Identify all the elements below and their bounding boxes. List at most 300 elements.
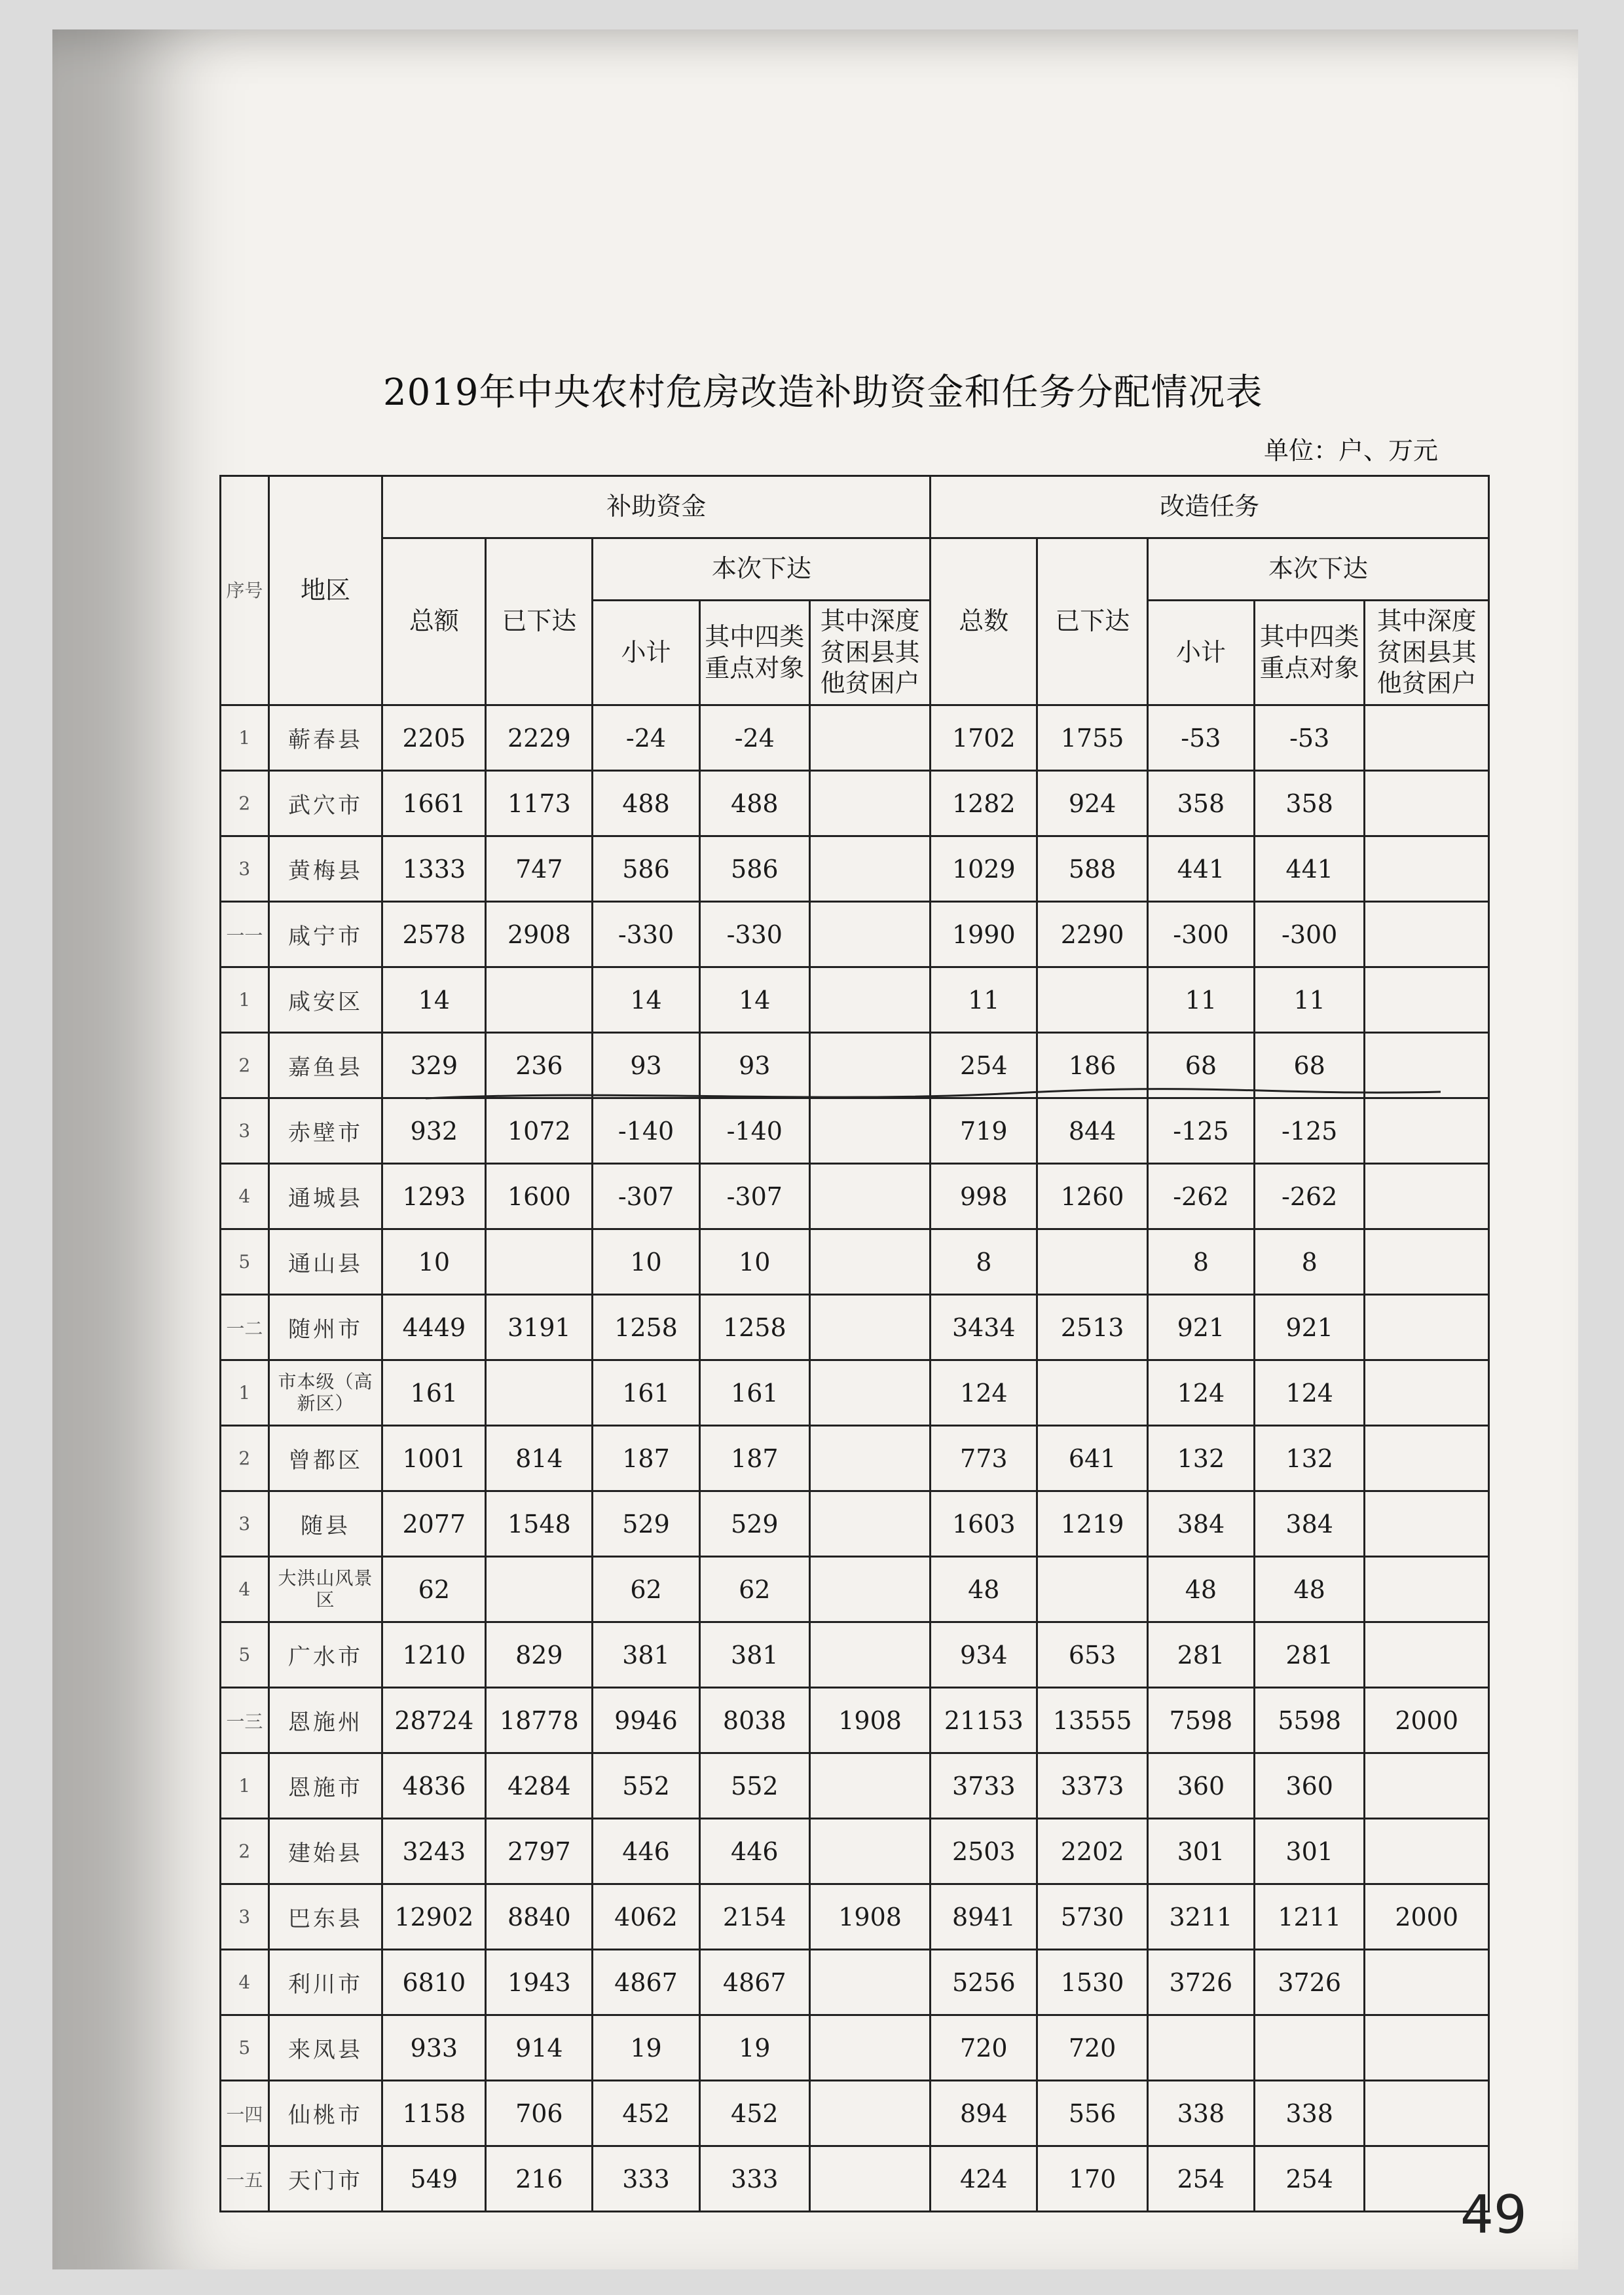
table-cell: 161 — [699, 1360, 809, 1426]
table-cell: 586 — [593, 836, 699, 902]
table-cell: 4867 — [593, 1950, 699, 2015]
table-cell: 68 — [1147, 1033, 1254, 1098]
table-cell: 187 — [593, 1426, 699, 1491]
row-seq: 一五 — [221, 2146, 269, 2212]
table-cell: 19 — [593, 2015, 699, 2081]
table-cell — [1365, 1229, 1489, 1295]
table-cell: 358 — [1254, 771, 1364, 836]
table-cell — [486, 1360, 593, 1426]
table-cell — [810, 1557, 931, 1622]
row-seq: 3 — [221, 836, 269, 902]
table-cell: 2513 — [1037, 1295, 1147, 1360]
table-cell: 1548 — [486, 1491, 593, 1557]
table-cell: 1908 — [810, 1884, 931, 1950]
table-cell: 6810 — [382, 1950, 486, 2015]
table-cell: 552 — [593, 1753, 699, 1819]
header-deep-poverty-tasks: 其中深度贫困县其他贫困户 — [1365, 601, 1489, 705]
table-row — [221, 1360, 1489, 1426]
table-cell: 3373 — [1037, 1753, 1147, 1819]
table-cell — [810, 836, 931, 902]
table-cell: 998 — [931, 1164, 1037, 1229]
row-seq: 5 — [221, 1622, 269, 1688]
table-cell — [1037, 1229, 1147, 1295]
table-cell: -24 — [593, 705, 699, 771]
row-seq: 5 — [221, 2015, 269, 2081]
table-cell: 747 — [486, 836, 593, 902]
table-row — [221, 2015, 1489, 2081]
table-cell: 132 — [1147, 1426, 1254, 1491]
table-cell: -140 — [593, 1098, 699, 1164]
table-cell: 48 — [931, 1557, 1037, 1622]
table-cell: 446 — [699, 1819, 809, 1884]
table-cell: 18778 — [486, 1688, 593, 1753]
table-cell — [1037, 967, 1147, 1033]
table-row — [221, 1819, 1489, 1884]
row-region: 武穴市 — [268, 771, 382, 836]
header-four-types: 其中四类重点对象 — [699, 601, 809, 705]
table-cell — [1365, 1557, 1489, 1622]
table-cell: 488 — [699, 771, 809, 836]
table-cell: 5730 — [1037, 1884, 1147, 1950]
row-region: 随县 — [268, 1491, 382, 1557]
table-cell: 924 — [1037, 771, 1147, 836]
table-cell: 301 — [1147, 1819, 1254, 1884]
table-cell: 62 — [699, 1557, 809, 1622]
table-cell: 48 — [1254, 1557, 1364, 1622]
table-cell — [1365, 2081, 1489, 2146]
table-cell: -125 — [1147, 1098, 1254, 1164]
table-cell — [1037, 1557, 1147, 1622]
table-cell: 1072 — [486, 1098, 593, 1164]
table-cell — [1365, 2015, 1489, 2081]
table-cell — [1365, 1950, 1489, 2015]
table-row — [221, 771, 1489, 836]
table-row — [221, 1164, 1489, 1229]
table-cell — [810, 1622, 931, 1688]
row-region: 恩施市 — [268, 1753, 382, 1819]
table-cell: 586 — [699, 836, 809, 902]
table-cell: 358 — [1147, 771, 1254, 836]
table-cell — [810, 2081, 931, 2146]
row-seq: 3 — [221, 1098, 269, 1164]
table-cell: 254 — [1254, 2146, 1364, 2212]
table-row — [221, 2146, 1489, 2212]
row-seq: 2 — [221, 1033, 269, 1098]
table-cell: 424 — [931, 2146, 1037, 2212]
table-row — [221, 1229, 1489, 1295]
row-region: 大洪山风景区 — [268, 1557, 382, 1622]
table-cell: 187 — [699, 1426, 809, 1491]
table-cell: 2000 — [1365, 1884, 1489, 1950]
row-seq: 一三 — [221, 1688, 269, 1753]
row-seq: 3 — [221, 1491, 269, 1557]
table-cell: 384 — [1147, 1491, 1254, 1557]
table-row — [221, 1622, 1489, 1688]
table-cell: 488 — [593, 771, 699, 836]
table-cell: 921 — [1147, 1295, 1254, 1360]
table-cell: 329 — [382, 1033, 486, 1098]
row-region: 市本级（高新区） — [268, 1360, 382, 1426]
table-cell: 93 — [699, 1033, 809, 1098]
table-cell: 1990 — [931, 902, 1037, 967]
table-cell — [810, 1360, 931, 1426]
table-cell: 254 — [931, 1033, 1037, 1098]
table-cell: 21153 — [931, 1688, 1037, 1753]
table-row — [221, 902, 1489, 967]
table-cell: 5256 — [931, 1950, 1037, 2015]
row-region: 蕲春县 — [268, 705, 382, 771]
table-cell — [810, 2146, 931, 2212]
table-cell: 1219 — [1037, 1491, 1147, 1557]
table-cell: 3191 — [486, 1295, 593, 1360]
table-cell: 1603 — [931, 1491, 1037, 1557]
header-deep-poverty: 其中深度贫困县其他贫困户 — [810, 601, 931, 705]
row-seq: 1 — [221, 967, 269, 1033]
table-cell: 11 — [931, 967, 1037, 1033]
row-region: 天门市 — [268, 2146, 382, 2212]
table-cell: 452 — [593, 2081, 699, 2146]
table-cell: 1173 — [486, 771, 593, 836]
table-row — [221, 1426, 1489, 1491]
row-region: 黄梅县 — [268, 836, 382, 902]
table-cell: 556 — [1037, 2081, 1147, 2146]
table-cell: 1260 — [1037, 1164, 1147, 1229]
table-cell: 5598 — [1254, 1688, 1364, 1753]
table-cell: 8840 — [486, 1884, 593, 1950]
table-cell: 3211 — [1147, 1884, 1254, 1950]
row-region: 恩施州 — [268, 1688, 382, 1753]
table-cell: 446 — [593, 1819, 699, 1884]
table-cell: 7598 — [1147, 1688, 1254, 1753]
table-cell — [810, 967, 931, 1033]
table-cell: -262 — [1147, 1164, 1254, 1229]
table-cell — [1365, 836, 1489, 902]
table-row — [221, 2081, 1489, 2146]
table-row — [221, 967, 1489, 1033]
table-cell — [1365, 1295, 1489, 1360]
table-cell — [1037, 1360, 1147, 1426]
table-cell: 333 — [699, 2146, 809, 2212]
table-cell: 8038 — [699, 1688, 809, 1753]
header-tasks: 改造任务 — [931, 476, 1489, 538]
table-cell: 549 — [382, 2146, 486, 2212]
table-cell — [1365, 902, 1489, 967]
table-row — [221, 1950, 1489, 2015]
table-cell: 1600 — [486, 1164, 593, 1229]
table-cell: 186 — [1037, 1033, 1147, 1098]
table-cell — [810, 1819, 931, 1884]
row-seq: 一二 — [221, 1295, 269, 1360]
table-cell — [810, 1753, 931, 1819]
table-cell: 14 — [699, 967, 809, 1033]
table-cell: 4449 — [382, 1295, 486, 1360]
table-cell: -262 — [1254, 1164, 1364, 1229]
table-cell: 2503 — [931, 1819, 1037, 1884]
table-cell: 1333 — [382, 836, 486, 902]
table-cell — [486, 1229, 593, 1295]
row-region: 咸安区 — [268, 967, 382, 1033]
table-cell: -53 — [1254, 705, 1364, 771]
table-cell: 384 — [1254, 1491, 1364, 1557]
header-four-types-tasks: 其中四类重点对象 — [1254, 601, 1364, 705]
table-cell: 28724 — [382, 1688, 486, 1753]
table-cell — [1365, 1360, 1489, 1426]
table-cell — [810, 771, 931, 836]
table-cell: 1258 — [699, 1295, 809, 1360]
table-cell: 3726 — [1147, 1950, 1254, 2015]
table-cell: 552 — [699, 1753, 809, 1819]
table-cell: 1211 — [1254, 1884, 1364, 1950]
table-cell: 124 — [1254, 1360, 1364, 1426]
table-cell: 1293 — [382, 1164, 486, 1229]
table-cell: 2000 — [1365, 1688, 1489, 1753]
table-cell: 1282 — [931, 771, 1037, 836]
table-cell — [1365, 1819, 1489, 1884]
table-cell: 9946 — [593, 1688, 699, 1753]
scanned-page — [52, 29, 1578, 2269]
table-cell: 14 — [382, 967, 486, 1033]
table-cell: -330 — [699, 902, 809, 967]
table-cell: 814 — [486, 1426, 593, 1491]
row-seq: 一一 — [221, 902, 269, 967]
table-cell: 338 — [1254, 2081, 1364, 2146]
table-cell: -125 — [1254, 1098, 1364, 1164]
row-seq: 2 — [221, 1819, 269, 1884]
table-cell — [1365, 967, 1489, 1033]
table-cell: 338 — [1147, 2081, 1254, 2146]
table-cell — [810, 2015, 931, 2081]
table-cell: 10 — [382, 1229, 486, 1295]
table-row — [221, 1491, 1489, 1557]
table-row — [221, 836, 1489, 902]
table-cell: 932 — [382, 1098, 486, 1164]
table-cell: 281 — [1147, 1622, 1254, 1688]
table-cell — [1365, 1164, 1489, 1229]
table-cell: -24 — [699, 705, 809, 771]
row-seq: 5 — [221, 1229, 269, 1295]
table-cell: 124 — [1147, 1360, 1254, 1426]
table-cell: -307 — [699, 1164, 809, 1229]
header-region: 地区 — [268, 476, 382, 705]
table-cell: 48 — [1147, 1557, 1254, 1622]
table-cell: 381 — [593, 1622, 699, 1688]
table-cell: 3726 — [1254, 1950, 1364, 2015]
row-seq: 3 — [221, 1884, 269, 1950]
table-cell: 2229 — [486, 705, 593, 771]
table-cell: 829 — [486, 1622, 593, 1688]
table-cell: 13555 — [1037, 1688, 1147, 1753]
table-cell: 1661 — [382, 771, 486, 836]
table-cell: 12902 — [382, 1884, 486, 1950]
header-total: 总额 — [382, 538, 486, 705]
table-cell: 1702 — [931, 705, 1037, 771]
table-cell — [810, 705, 931, 771]
table-cell: 1158 — [382, 2081, 486, 2146]
row-seq: 1 — [221, 1360, 269, 1426]
table-cell: 1029 — [931, 836, 1037, 902]
table-cell: 921 — [1254, 1295, 1364, 1360]
table-cell: 773 — [931, 1426, 1037, 1491]
table-cell — [1365, 771, 1489, 836]
table-cell: 161 — [593, 1360, 699, 1426]
row-region: 咸宁市 — [268, 902, 382, 967]
pen-scribble — [426, 1084, 1441, 1110]
table-cell: 62 — [593, 1557, 699, 1622]
table-cell: 3243 — [382, 1819, 486, 1884]
table-cell: 10 — [593, 1229, 699, 1295]
table-cell: 216 — [486, 2146, 593, 2212]
table-cell: 8941 — [931, 1884, 1037, 1950]
table-cell: 529 — [699, 1491, 809, 1557]
table-cell: 529 — [593, 1491, 699, 1557]
row-seq: 2 — [221, 1426, 269, 1491]
table-cell — [486, 967, 593, 1033]
table-cell: 4867 — [699, 1950, 809, 2015]
header-subtotal: 小计 — [593, 601, 699, 705]
header-subtotal-tasks: 小计 — [1147, 601, 1254, 705]
table-cell: 62 — [382, 1557, 486, 1622]
table-cell: 441 — [1147, 836, 1254, 902]
table-cell: 124 — [931, 1360, 1037, 1426]
row-seq: 一四 — [221, 2081, 269, 2146]
table-cell — [810, 1950, 931, 2015]
row-seq: 2 — [221, 771, 269, 836]
table-cell — [1365, 1426, 1489, 1491]
table-cell: 8 — [1254, 1229, 1364, 1295]
table-cell: 720 — [931, 2015, 1037, 2081]
row-region: 仙桃市 — [268, 2081, 382, 2146]
table-cell: 161 — [382, 1360, 486, 1426]
row-seq: 1 — [221, 705, 269, 771]
table-cell: 11 — [1147, 967, 1254, 1033]
unit-label: 单位：户、万元 — [1264, 436, 1439, 465]
row-region: 曾都区 — [268, 1426, 382, 1491]
table-cell: 641 — [1037, 1426, 1147, 1491]
table-cell: 3434 — [931, 1295, 1037, 1360]
header-seq: 序号 — [221, 476, 269, 705]
table-cell: -300 — [1147, 902, 1254, 967]
row-region: 随州市 — [268, 1295, 382, 1360]
table-cell: 719 — [931, 1098, 1037, 1164]
table-cell: 933 — [382, 2015, 486, 2081]
table-cell: 236 — [486, 1033, 593, 1098]
table-cell — [486, 1557, 593, 1622]
row-region: 来凤县 — [268, 2015, 382, 2081]
table-row — [221, 705, 1489, 771]
table-cell: 4836 — [382, 1753, 486, 1819]
table-cell: 2290 — [1037, 902, 1147, 967]
table-cell: 2077 — [382, 1491, 486, 1557]
table-cell: 170 — [1037, 2146, 1147, 2212]
header-issued: 已下达 — [486, 538, 593, 705]
table-cell: 844 — [1037, 1098, 1147, 1164]
table-cell — [1365, 705, 1489, 771]
row-seq: 1 — [221, 1753, 269, 1819]
table-cell — [1254, 2015, 1364, 2081]
table-cell: 11 — [1254, 967, 1364, 1033]
table-cell: 894 — [931, 2081, 1037, 2146]
table-cell: 1210 — [382, 1622, 486, 1688]
table-cell: 3733 — [931, 1753, 1037, 1819]
table-cell: -140 — [699, 1098, 809, 1164]
page-title: 2019年中央农村危房改造补助资金和任务分配情况表 — [383, 371, 1263, 414]
header-current: 本次下达 — [593, 538, 931, 601]
header-count: 总数 — [931, 538, 1037, 705]
table-row — [221, 1295, 1489, 1360]
row-seq: 4 — [221, 1950, 269, 2015]
table-cell: 452 — [699, 2081, 809, 2146]
table-cell: 1530 — [1037, 1950, 1147, 2015]
table-cell — [1147, 2015, 1254, 2081]
table-cell: 706 — [486, 2081, 593, 2146]
table-cell: 2797 — [486, 1819, 593, 1884]
table-cell: 1755 — [1037, 705, 1147, 771]
table-cell: 68 — [1254, 1033, 1364, 1098]
table-cell — [810, 1491, 931, 1557]
table-cell: 254 — [1147, 2146, 1254, 2212]
table-cell: 720 — [1037, 2015, 1147, 2081]
row-region: 建始县 — [268, 1819, 382, 1884]
table-body — [221, 705, 1489, 2212]
table-cell: 2202 — [1037, 1819, 1147, 1884]
table-cell: 653 — [1037, 1622, 1147, 1688]
table-cell — [1365, 1622, 1489, 1688]
table-cell: 934 — [931, 1622, 1037, 1688]
row-region: 赤壁市 — [268, 1098, 382, 1164]
table-cell: 333 — [593, 2146, 699, 2212]
table-cell: 301 — [1254, 1819, 1364, 1884]
table-cell: -330 — [593, 902, 699, 967]
table-cell: 2154 — [699, 1884, 809, 1950]
allocation-table — [219, 475, 1490, 2212]
table-cell: 441 — [1254, 836, 1364, 902]
table-cell: 2205 — [382, 705, 486, 771]
table-cell: 4284 — [486, 1753, 593, 1819]
row-region: 通城县 — [268, 1164, 382, 1229]
table-row — [221, 1884, 1489, 1950]
page-number: 49 — [1460, 2184, 1527, 2245]
table-cell — [810, 1295, 931, 1360]
table-cell: 8 — [931, 1229, 1037, 1295]
row-seq: 4 — [221, 1164, 269, 1229]
table-cell: 360 — [1254, 1753, 1364, 1819]
row-region: 广水市 — [268, 1622, 382, 1688]
table-cell: 93 — [593, 1033, 699, 1098]
table-cell: -307 — [593, 1164, 699, 1229]
table-row — [221, 1753, 1489, 1819]
table-cell: 2908 — [486, 902, 593, 967]
table-cell: 1258 — [593, 1295, 699, 1360]
table-cell — [810, 1229, 931, 1295]
table-row — [221, 1688, 1489, 1753]
table-cell: -300 — [1254, 902, 1364, 967]
table-row — [221, 1557, 1489, 1622]
row-region: 巴东县 — [268, 1884, 382, 1950]
header-current-tasks: 本次下达 — [1147, 538, 1488, 601]
table-cell — [810, 1164, 931, 1229]
table-cell: 19 — [699, 2015, 809, 2081]
table-cell — [1365, 1491, 1489, 1557]
table-cell: -53 — [1147, 705, 1254, 771]
row-region: 嘉鱼县 — [268, 1033, 382, 1098]
row-region: 通山县 — [268, 1229, 382, 1295]
table-cell — [810, 1426, 931, 1491]
row-region: 利川市 — [268, 1950, 382, 2015]
table-cell: 14 — [593, 967, 699, 1033]
table-cell: 1908 — [810, 1688, 931, 1753]
table-cell: 4062 — [593, 1884, 699, 1950]
table-cell — [810, 902, 931, 967]
